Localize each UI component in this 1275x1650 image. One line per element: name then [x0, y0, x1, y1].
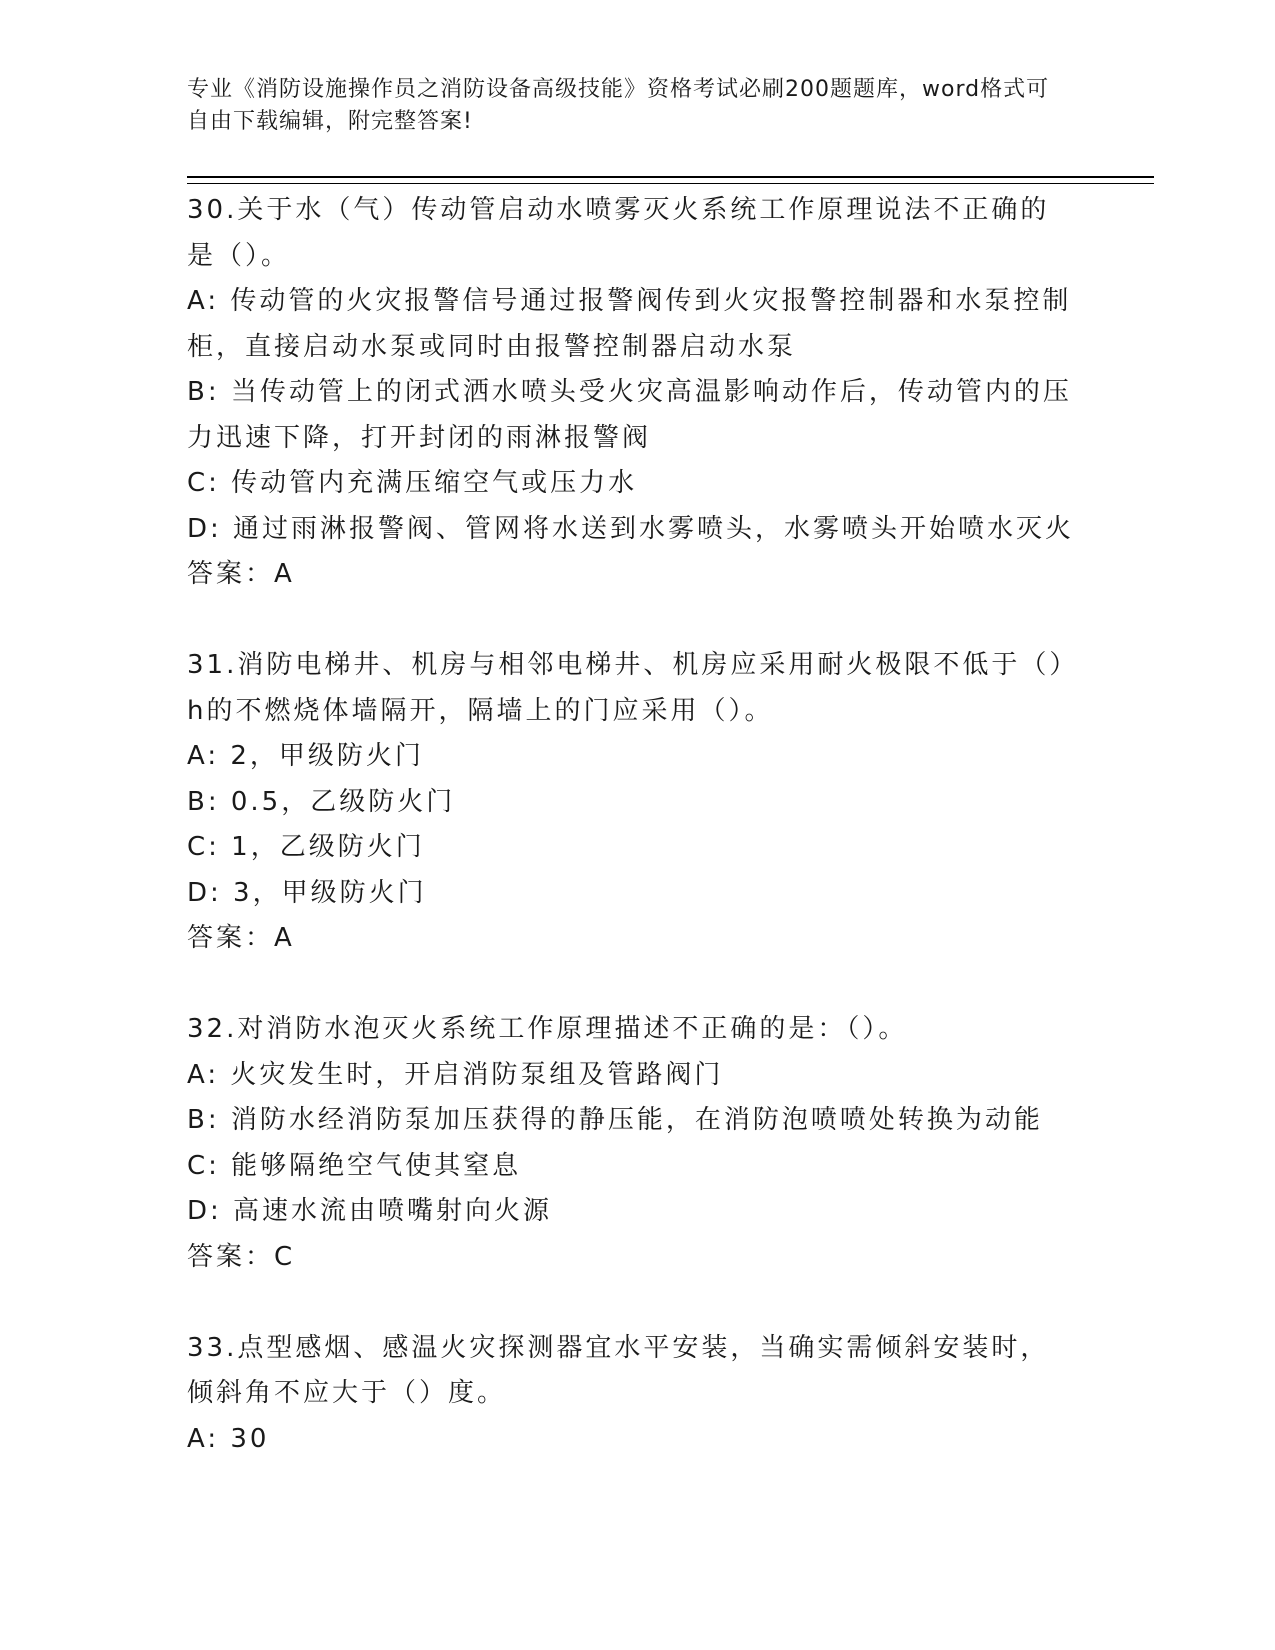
question-32 — [187, 1007, 1077, 1280]
option-b: B: 消防水经消防泵加压获得的静压能，在消防泡喷喷处转换为动能 — [187, 1105, 1043, 1135]
option-c: C: 能够隔绝空气使其窒息 — [187, 1150, 522, 1181]
header-rule-thin — [187, 183, 1154, 184]
question-spacer — [187, 962, 1077, 1008]
option-a: A: 30 — [187, 1423, 270, 1454]
question-stem: 33.点型感烟、感温火灾探测器宜水平安装，当确实需倾斜安装时，倾斜角不应大于（）度。 — [187, 1332, 1050, 1408]
answer-line: 答案：A — [187, 923, 295, 953]
option-c: C: 传动管内充满压缩空气或压力水 — [187, 468, 638, 498]
header-rule-thick — [187, 176, 1154, 178]
question-spacer — [187, 1280, 1077, 1326]
option-b: B: 0.5，乙级防火门 — [187, 786, 456, 817]
question-list — [187, 188, 1077, 1462]
option-b: B: 当传动管上的闭式洒水喷头受火灾高温影响动作后，传动管内的压力迅速下降，打开封闭的雨淋报警阀 — [187, 377, 1072, 453]
question-spacer — [187, 598, 1077, 644]
question-31 — [187, 643, 1077, 962]
option-a: A: 传动管的火灾报警信号通过报警阀传到火灾报警控制器和水泵控制柜，直接启动水泵或同时由报警控制器启动水泵 — [187, 286, 1072, 362]
option-a: A: 火灾发生时，开启消防泵组及管路阀门 — [187, 1059, 724, 1090]
question-stem: 31.消防电梯井、机房与相邻电梯井、机房应采用耐火极限不低于（）h的不燃烧体墙隔开，隔墙上的门应采用（）。 — [187, 650, 1066, 726]
question-stem: 32.对消防水泡灭火系统工作原理描述不正确的是：（）。 — [187, 1014, 908, 1044]
option-c: C: 1，乙级防火门 — [187, 832, 425, 862]
answer-line: 答案：C — [187, 1241, 296, 1272]
question-stem: 30.关于水（气）传动管启动水喷雾灭火系统工作原理说法不正确的是（）。 — [187, 195, 1050, 271]
question-30 — [187, 188, 1077, 598]
option-d: D: 3，甲级防火门 — [187, 877, 427, 908]
question-33 — [187, 1326, 1077, 1463]
option-d: D: 高速水流由喷嘴射向火源 — [187, 1196, 553, 1226]
answer-line: 答案：A — [187, 559, 295, 589]
option-d: D: 通过雨淋报警阀、管网将水送到水雾喷头，水雾喷头开始喷水灭火 — [187, 513, 1075, 544]
document-header: 专业《消防设施操作员之消防设备高级技能》资格考试必刷200题题库，word格式可自由下载编辑，附完整答案! — [187, 77, 1050, 134]
option-a: A: 2，甲级防火门 — [187, 741, 424, 771]
